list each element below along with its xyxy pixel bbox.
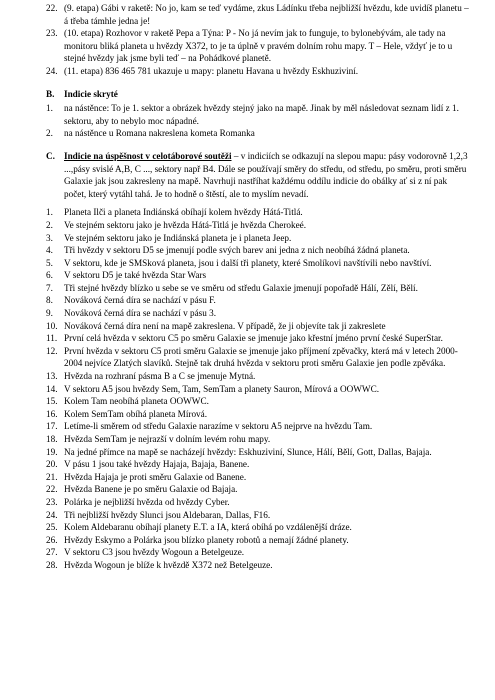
item-number: 23. [46, 496, 58, 507]
item-number: 18. [46, 434, 58, 444]
item-number: 4. [46, 245, 53, 256]
list-item [46, 27, 470, 65]
list-item [46, 446, 470, 459]
list-item [46, 471, 470, 484]
list-item [46, 2, 470, 27]
item-number: 16. [46, 408, 58, 419]
item-text: Polárka je nejbližší hvězda od hvězdy Cyber. [64, 496, 230, 507]
list-item [46, 521, 470, 534]
list-item [46, 294, 470, 307]
item-text: Hvězda Wogoun je blíže k hvězdě X372 než Betelgeuze. [64, 559, 273, 570]
item-number: 7. [46, 282, 53, 293]
item-text: Na jedné přímce na mapě se nacházejí hvězdy: Eskhuziviní, Slunce, Hálí, Bělí, Gott, Dallas, Bajaja. [64, 446, 432, 457]
list-item [46, 206, 470, 219]
item-text: Hvězda SemTam je nejrazší v dolním levém rohu mapy. [64, 434, 271, 444]
list-item [46, 219, 470, 232]
list-item [46, 483, 470, 496]
item-number: 15. [46, 396, 58, 407]
list-item [46, 433, 470, 446]
item-text: Nováková černá díra se nachází v pásu F. [64, 295, 216, 306]
list-item [46, 332, 470, 345]
list-item [46, 282, 470, 295]
item-text: Tři stejné hvězdy blízko u sebe se ve směru od středu Galaxie jmenují popořadě Hálí, Zělí, Bělí. [64, 282, 418, 293]
list-item [46, 559, 470, 572]
item-text: (11. etapa) 836 465 781 ukazuje u mapy: planetu Havana u hvězdy Eskhuziviní. [64, 65, 359, 76]
item-number: 27. [46, 547, 58, 558]
item-text: Hvězda na rozhraní pásma B a C se jmenuje Mytná. [64, 371, 256, 382]
item-number: 28. [46, 559, 58, 570]
list-item [46, 383, 470, 396]
item-text: V sektoru C3 jsou hvězdy Wogoun a Betelgeuze. [64, 547, 245, 558]
item-number: 12. [46, 345, 58, 356]
item-text: V sektoru D5 je také hvězda Star Wars [64, 270, 207, 281]
section-intro [64, 150, 470, 200]
item-text: Nováková černá díra se nachází v pásu 3. [64, 308, 217, 319]
item-number: 26. [46, 534, 58, 545]
item-number: 1. [46, 207, 53, 218]
item-text: Kolem Tam neobíhá planeta OOWWC. [64, 396, 209, 407]
item-number: 10. [46, 320, 58, 331]
list-item [46, 370, 470, 383]
list-item [46, 257, 470, 270]
item-number: 14. [46, 383, 58, 394]
section-letter: B. [46, 88, 55, 99]
list-item [46, 420, 470, 433]
item-number: 19. [46, 446, 58, 457]
list-item [46, 546, 470, 559]
item-number: 8. [46, 295, 53, 306]
list-item [46, 65, 470, 78]
item-text: V sektoru, kde je SMSková planeta, jsou i další tři planety, které Smolíkovi navštívili nebo navštíví. [64, 257, 432, 268]
item-text: Kolem Aldebaranu obíhají planety E.T. a IA, která obíhá po vzdálenější dráze. [64, 522, 352, 533]
list-item [46, 102, 470, 127]
item-text: První celá hvězda v sektoru C5 po směru Galaxie se jmenuje jako křestní jméno první české SuperStar. [64, 333, 443, 344]
section-intro-text: – v indiciích se odkazují na slepou mapu: pásy vodorovně 1,2,3 ...,pásy svislé A,B, C ..., sektory např B4. Dále se používají směry do středu, od středu, po směru, proti směru Galaxie jak jsou zakresleny na mapě. Navrhuji nastříhat každému oddílu indicie do obálky ať si z ní pak počet, který vytáhl tahá. Je to hodně o štěstí, ale to myslím nevadí. [64, 150, 468, 199]
list-item [46, 269, 470, 282]
item-text: na nástěnce: To je 1. sektor a obrázek hvězdy stejný jako na mapě. Jinak by měl následovat seznam lidí z 1. sektoru, aby to nebylo moc nápadné. [64, 103, 459, 126]
item-number: 2. [46, 219, 53, 230]
list-item [46, 534, 470, 547]
item-text: Hvězda Hajaja je proti směru Galaxie od Banene. [64, 471, 247, 482]
section-b-heading [46, 88, 470, 101]
item-text: Ve stejném sektoru jako je Indiánská planeta je i planeta Jeep. [64, 232, 292, 243]
item-text: Letíme-li směrem od středu Galaxie narazíme v sektoru A5 nejprve na hvězdu Tam. [64, 421, 373, 432]
section-title: Indicie skryté [64, 88, 118, 99]
item-number: 22. [46, 484, 58, 495]
item-text: Nováková černá díra není na mapě zakreslena. V případě, že ji objevíte tak ji zakreslete [64, 320, 386, 331]
item-number: 1. [46, 103, 53, 114]
item-text: (10. etapa) Rozhovor v raketě Pepa a Týna: P - No já nevím jak to funguje, to bylonebývám, ale tady na monitoru bliká planeta u hvězdy X372, to je ta úplně v pravém dolním rohu mapy. T – Hele, vždyť je to u stejné hvězdy jak jsme byli teď – na Pohádkové planetě. [64, 28, 453, 64]
item-number: 25. [46, 522, 58, 533]
item-text: Hvězda Banene je po směru Galaxie od Bajaja. [64, 484, 238, 495]
item-number: 5. [46, 257, 53, 268]
item-number: 21. [46, 471, 58, 482]
item-number: 6. [46, 270, 53, 281]
item-text: na nástěnce u Romana nakreslena kometa Romanka [64, 128, 255, 139]
item-text: Tři nejbližší hvězdy Slunci jsou Aldebaran, Dallas, F16. [64, 509, 271, 520]
item-number: 3. [46, 232, 53, 243]
section-title: Indicie na úspěšnost v celotáborové soutěži [64, 150, 232, 161]
item-number: 9. [46, 308, 53, 319]
list-item [46, 509, 470, 522]
item-number: 17. [46, 421, 58, 432]
item-number: 13. [46, 371, 58, 382]
section-letter: C. [46, 150, 55, 161]
document-page [46, 2, 470, 572]
item-text: Tři hvězdy v sektoru D5 se jmenují podle svých barev ani jedna z nich neobíhá žádná planeta. [64, 245, 410, 256]
item-text: V sektoru A5 jsou hvězdy Sem, Tam, SemTam a planety Sauron, Mírová a OOWWC. [64, 383, 380, 394]
item-number: 24. [46, 509, 58, 520]
list-item [46, 232, 470, 245]
section-c-list [46, 206, 470, 571]
list-item [46, 307, 470, 320]
list-item [46, 458, 470, 471]
item-number: 22. [46, 3, 58, 13]
list-item [46, 395, 470, 408]
item-text: Kolem SemTam obíhá planeta Mírová. [64, 408, 208, 419]
item-text: (9. etapa) Gábi v raketě: No jo, kam se teď vydáme, zkus Ládínku třeba nejbližší hvězdu, kde uvidíš planetu – á třeba támhle jedna je! [64, 3, 469, 26]
item-number: 2. [46, 128, 53, 139]
list-item [46, 496, 470, 509]
item-text: Ve stejném sektoru jako je hvězda Hátá-Titlá je hvězda Cherokeé. [64, 219, 307, 230]
list-item [46, 345, 470, 370]
list-item [46, 244, 470, 257]
item-text: První hvězda v sektoru C5 proti směru Galaxie se jmenuje jako příjmení zpěvačky, která má v letech 2000-2004 nejvíce Zlatých slavíků. Stejně tak druhá hvězda v sektoru proti směru Galaxie jen podle zpěváka. [64, 345, 458, 369]
item-text: V pásu 1 jsou také hvězdy Hajaja, Bajaja, Banene. [64, 459, 250, 470]
list-item [46, 127, 470, 140]
item-text: Hvězdy Eskymo a Polárka jsou blízko planety robotů a nemají žádné planety. [64, 534, 349, 545]
item-number: 11. [46, 333, 58, 344]
section-c-heading [46, 150, 470, 200]
list-item [46, 320, 470, 333]
item-number: 24. [46, 65, 58, 76]
section-b-list [46, 102, 470, 140]
item-text: Planeta Ilči a planeta Indiánská obíhají kolem hvězdy Hátá-Titlá. [64, 207, 303, 218]
list-item [46, 408, 470, 421]
item-number: 20. [46, 459, 58, 470]
continued-list [46, 2, 470, 78]
item-number: 23. [46, 28, 58, 39]
